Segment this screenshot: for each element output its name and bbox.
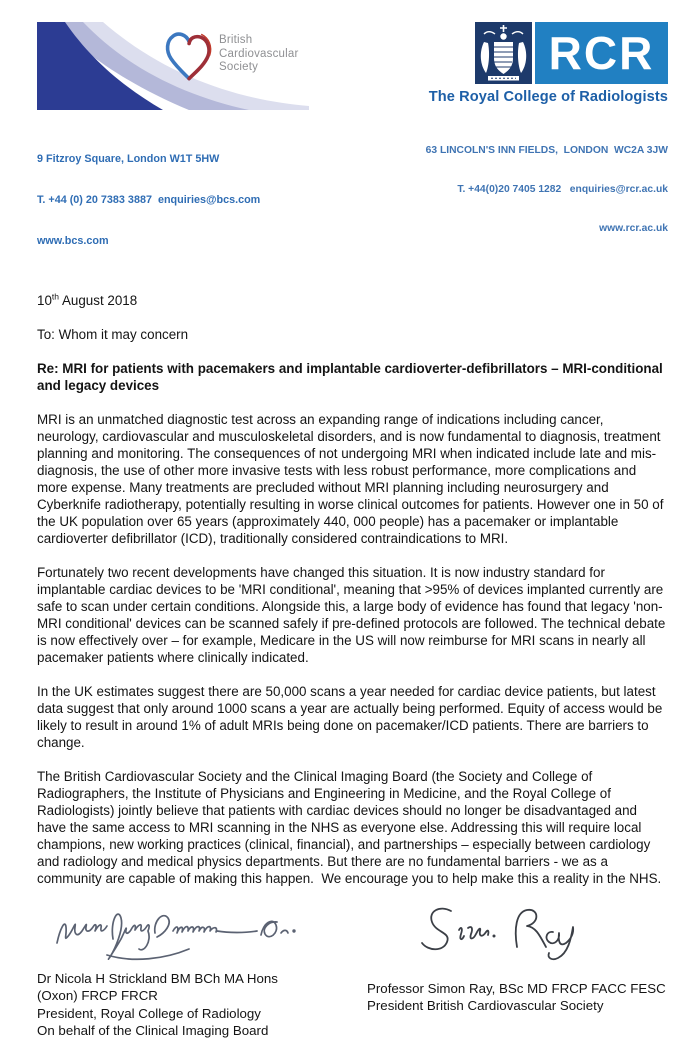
strickland-signature: [49, 897, 299, 963]
rcr-website-link: www.rcr.ac.uk: [599, 223, 668, 234]
bcs-logo-wordmark: [219, 34, 299, 75]
paragraph-2: Fortunately two recent developments have changed this situation. It is now industry standard for implantable cardiac devices to be 'MRI conditional', meaning that >95% of devices implanted currently are safe to scan under certain conditions. Alongside this, a large body of evidence has found that legacy 'non-MRI conditional' devices can be scanned safely if pre-defined protocols are followed. The technical debate is now effectively over – for example, Medicare in the US will now reimburse for MRI scans in nearly all pacemaker patients where clinically indicated.: [37, 564, 670, 665]
bcs-letterhead-block: [37, 22, 322, 276]
rcr-logo: [475, 22, 668, 84]
bcs-wordmark-line: Cardiovascular: [219, 47, 299, 60]
rcr-address-line: 63 LINCOLN'S INN FIELDS, LONDON WC2A 3JW: [425, 145, 668, 156]
subject-line: Re: MRI for patients with pacemakers and implantable cardioverter-defibrillators – MRI-conditional and legacy devices: [37, 360, 663, 393]
letterhead: [0, 0, 699, 276]
rcr-acronym-box: [535, 22, 668, 84]
bcs-address-line: T. +44 (0) 20 7383 3887 enquiries@bcs.com: [37, 193, 261, 206]
paragraph-1: MRI is an unmatched diagnostic test across an expanding range of indications including cancer, neurology, cardiovascular and musculoskeletal disorders, and is now fundamental to diagnosis, treatment planning and monitoring. The consequences of not undergoing MRI when indicated include late and mis-diagnosis, the use of other more invasive tests with less robust performance, more complications and more expense. Many treatments are precluded without MRI planning including neurosurgery and Cyberknife radiotherapy, potentially resulting in worse clinical outcomes for patients. However one in 50 of the UK population over 65 years (approximately 440, 000 people) has a pacemaker or implantable cardioverter defibrillator (ICD), traditionally considered contraindications to MRI.: [37, 411, 668, 546]
rcr-crest-box: [475, 22, 532, 84]
to-line: To: Whom it may concern: [37, 326, 189, 342]
signatory-right: [367, 893, 668, 1040]
paragraph-3: In the UK estimates suggest there are 50,000 scans a year needed for cardiac device patients, but latest data suggest that only around 1000 scans a year are actually being performed. Equity of access would be likely to result in around 1% of adult MRIs being done on pacemaker/ICD patients. There are barriers to change.: [37, 683, 667, 750]
letter-body: [37, 292, 668, 887]
signatory-title: President British Cardiovascular Society: [367, 998, 604, 1014]
bcs-address: [37, 126, 322, 276]
rcr-letterhead-block: [426, 22, 668, 276]
signature-section: [37, 893, 668, 1040]
bcs-logo-banner: [37, 22, 309, 110]
letter-date: [37, 292, 668, 309]
signatory-left: [37, 893, 367, 1040]
signatory-name: Professor Simon Ray, BSc MD FRCP FACC FESC: [367, 980, 666, 996]
date-ordinal-suffix: th: [51, 291, 59, 302]
date-day: 10: [37, 292, 52, 308]
ray-signature: [393, 903, 608, 961]
rcr-address: [426, 118, 668, 261]
rcr-name: The Royal College of Radiologists: [428, 89, 668, 105]
rcr-address-line: T. +44(0)20 7405 1282 enquiries@rcr.ac.uk: [457, 184, 668, 195]
signatory-name: Dr Nicola H Strickland BM BCh MA Hons: [37, 970, 278, 986]
signatory-left-details: [37, 970, 367, 1040]
signatory-credentials: (Oxon) FRCP FRCR: [37, 988, 158, 1004]
rcr-crest-icon: [475, 22, 532, 84]
signatory-title: President, Royal College of Radiology: [37, 1005, 261, 1021]
signatory-right-details: [367, 980, 668, 1015]
rcr-acronym: RCR: [548, 27, 655, 79]
signatory-on-behalf: On behalf of the Clinical Imaging Board: [37, 1023, 269, 1039]
bcs-address-line: 9 Fitzroy Square, London W1T 5HW: [37, 153, 220, 166]
bcs-wordmark-line: Society: [219, 61, 259, 73]
bcs-wordmark-line: British: [219, 34, 253, 46]
bcs-website-link: www.bcs.com: [37, 234, 109, 247]
bcs-heart-icon: [163, 26, 217, 88]
paragraph-4: The British Cardiovascular Society and the Clinical Imaging Board (the Society and College of Radiographers, the Institute of Physicians and Engineering in Medicine, and the Royal College of Radiologists) jointly believe that patients with cardiac devices should no longer be disadvantaged and have the same access to MRI scanning in the NHS as everyone else. Addressing this will require local champions, new working practices (clinical, financial), and partnerships – especially between cardiology and radiology and medical physics departments. But there are no fundamental barriers - we as a community are capable of making this happen. We encourage you to help make this a reality in the NHS.: [37, 768, 662, 886]
date-rest: August 2018: [59, 292, 138, 308]
